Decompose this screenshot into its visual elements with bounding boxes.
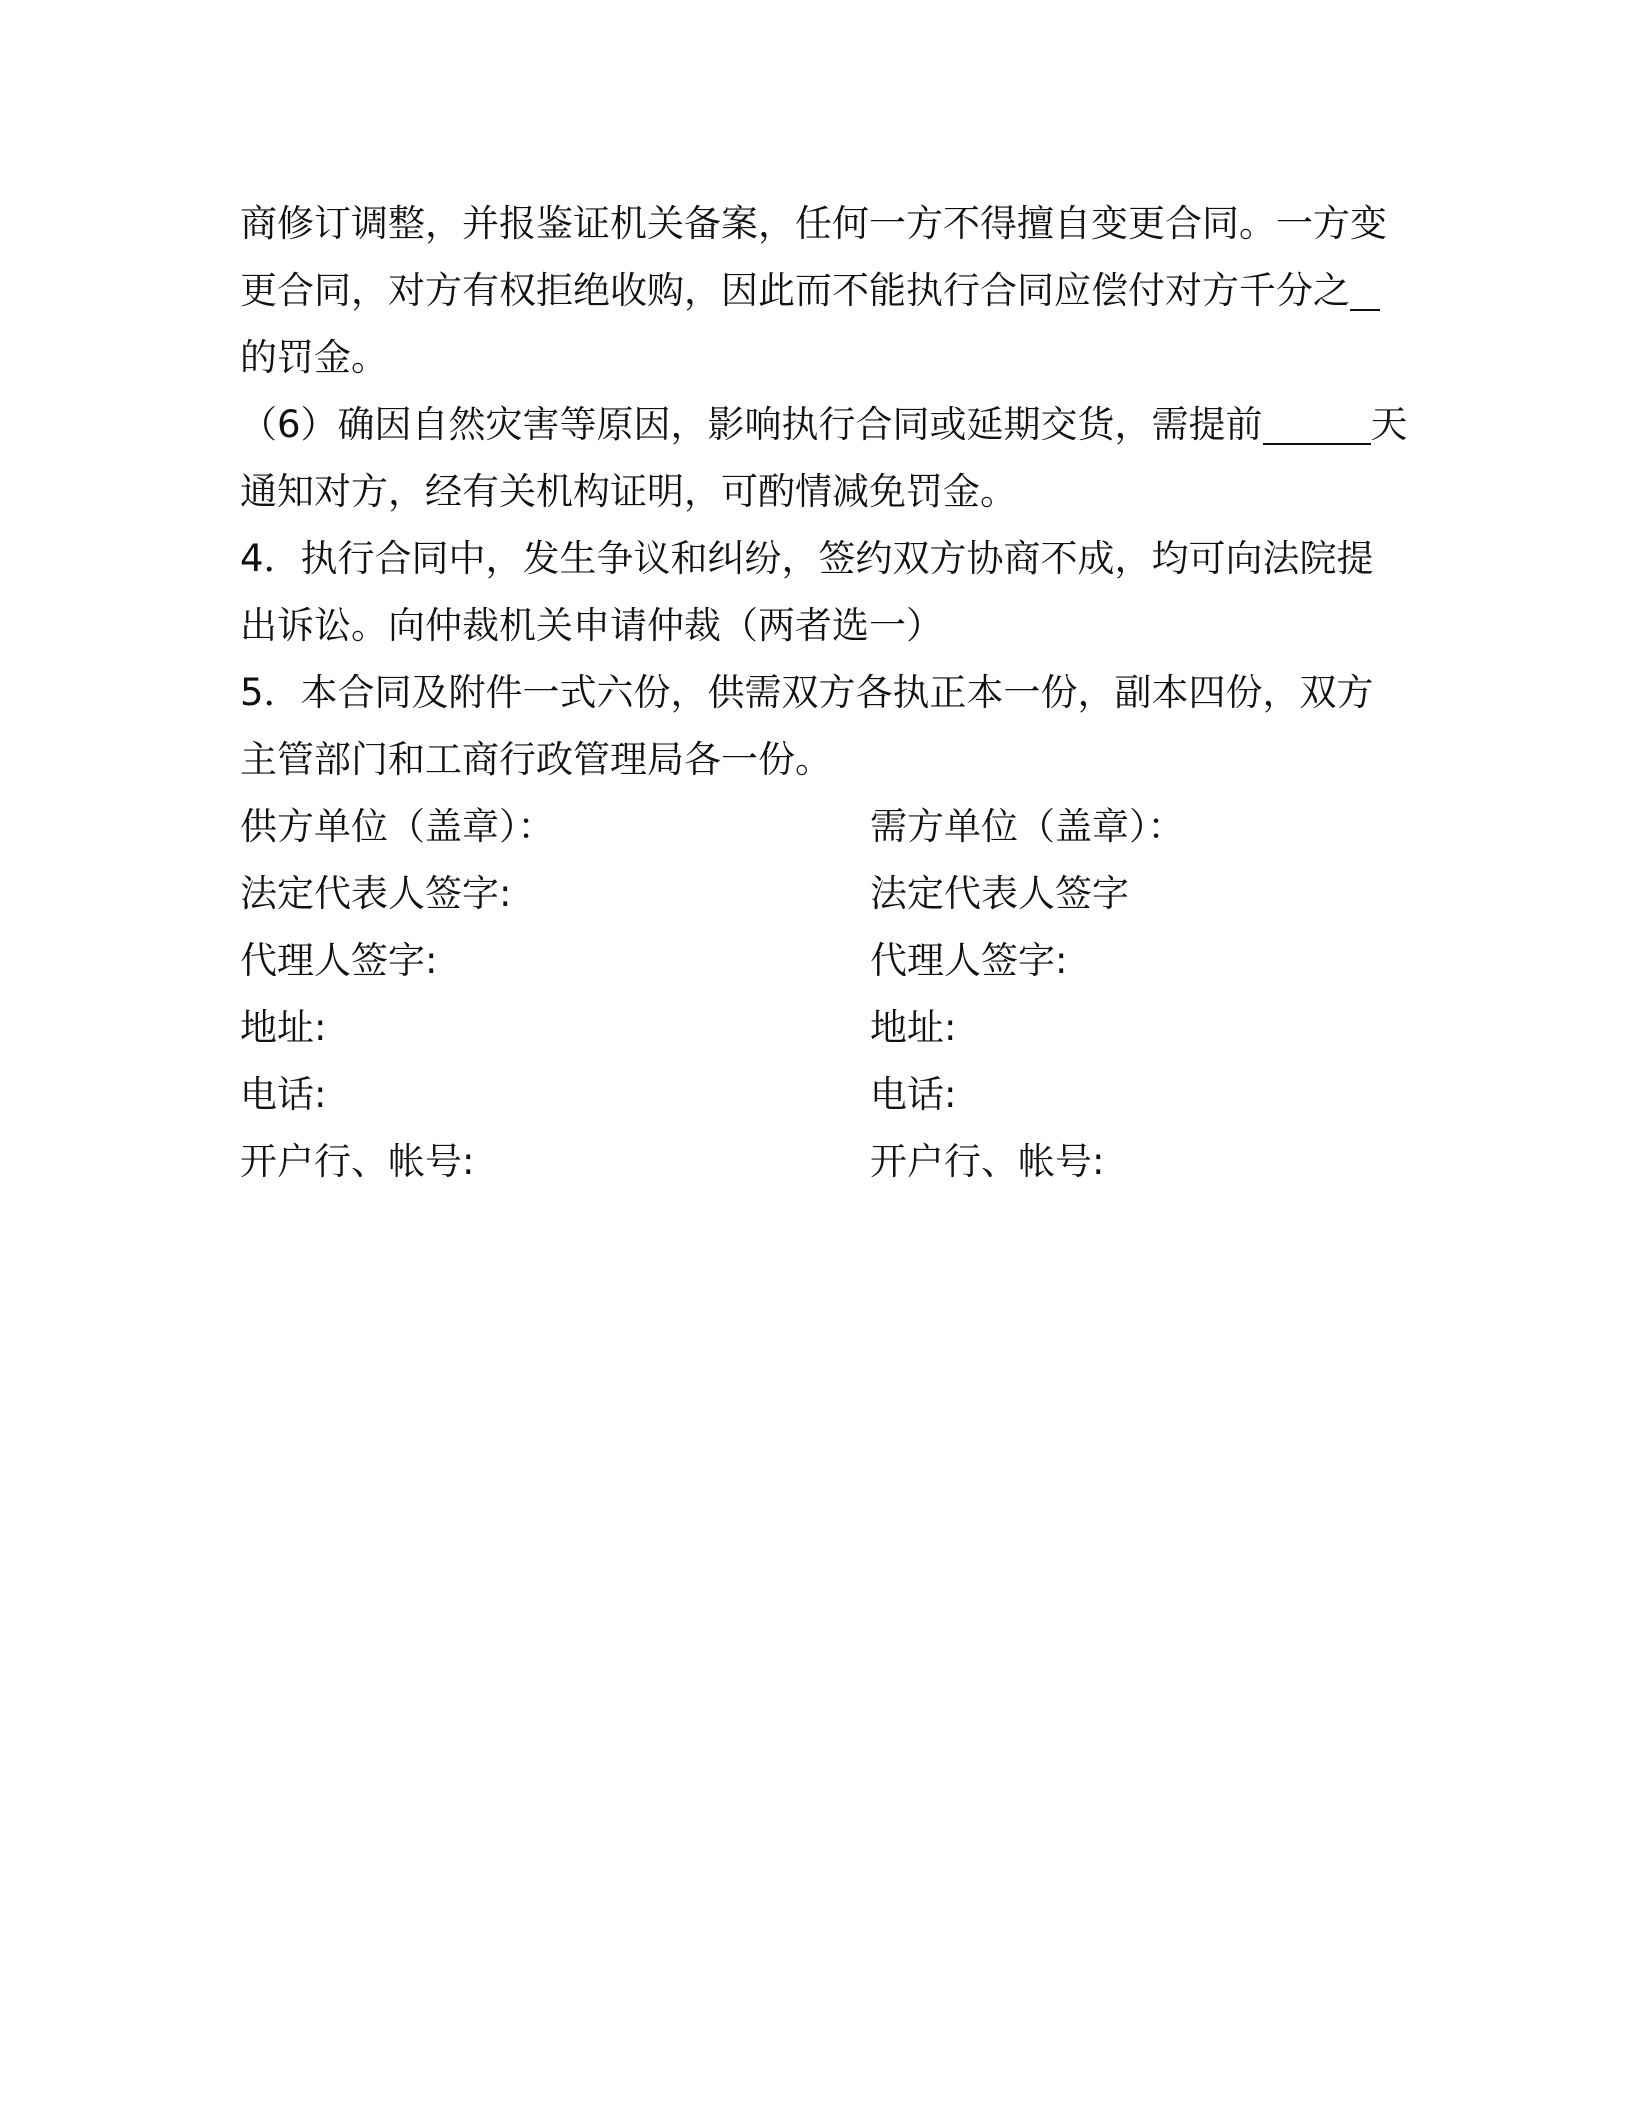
paragraph-text: 4．执行合同中，发生争议和纠纷，签约双方协商不成，均可向法院提 — [240, 537, 1374, 580]
fill-in-blank — [1350, 265, 1380, 311]
text-line — [240, 324, 1385, 391]
paragraph-text: 更合同，对方有权拒绝收购，因此而不能执行合同应偿付对方千分之 — [240, 269, 1350, 312]
buyer-agent-label: 代理人签字: — [870, 939, 1068, 982]
paragraph-text: （6）确因自然灾害等原因，影响执行合同或延期交货，需提前 — [240, 403, 1263, 446]
paragraph-text: 商修订调整，并报鉴证机关备案，任何一方不得擅自变更合同。一方变 — [240, 202, 1387, 245]
paragraph-text: 的罚金。 — [240, 336, 388, 379]
signature-row — [240, 793, 1385, 860]
paragraph-text: 5．本合同及附件一式六份，供需双方各执正本一份，副本四份，双方 — [240, 671, 1374, 714]
signature-row — [240, 927, 1385, 994]
buyer-bank-account-label: 开户行、帐号: — [870, 1140, 1105, 1183]
text-line — [240, 391, 1408, 458]
signature-block — [240, 793, 1385, 1195]
contract-body-text — [240, 190, 1408, 793]
signature-row — [240, 994, 1385, 1061]
fill-in-blank — [1263, 399, 1371, 445]
supplier-bank-account-label: 开户行、帐号: — [240, 1140, 475, 1183]
supplier-agent-label: 代理人签字: — [240, 939, 438, 982]
buyer-phone-label: 电话: — [870, 1073, 957, 1116]
supplier-seal-label: 供方单位（盖章）： — [240, 805, 555, 848]
supplier-address-label: 地址: — [240, 1006, 327, 1049]
supplier-phone-label: 电话: — [240, 1073, 327, 1116]
text-line — [240, 659, 1385, 726]
paragraph-text: 天 — [1370, 403, 1408, 446]
paragraph-text: 出诉讼。向仲裁机关申请仲裁（两者选一） — [240, 604, 943, 647]
text-line — [240, 190, 1385, 257]
buyer-seal-label: 需方单位（盖章）： — [870, 805, 1185, 848]
text-line — [240, 726, 1385, 793]
signature-row — [240, 860, 1385, 927]
paragraph-text: 主管部门和工商行政管理局各一份。 — [240, 738, 832, 781]
signature-row — [240, 1128, 1385, 1195]
text-line — [240, 592, 1385, 659]
supplier-legal-rep-label: 法定代表人签字: — [240, 872, 512, 915]
text-line — [240, 525, 1385, 592]
signature-row — [240, 1061, 1385, 1128]
buyer-legal-rep-label: 法定代表人签字 — [870, 872, 1129, 915]
paragraph-text: 通知对方，经有关机构证明，可酌情减免罚金。 — [240, 470, 1017, 513]
text-line — [240, 458, 1385, 525]
buyer-address-label: 地址: — [870, 1006, 957, 1049]
text-line — [240, 257, 1385, 324]
